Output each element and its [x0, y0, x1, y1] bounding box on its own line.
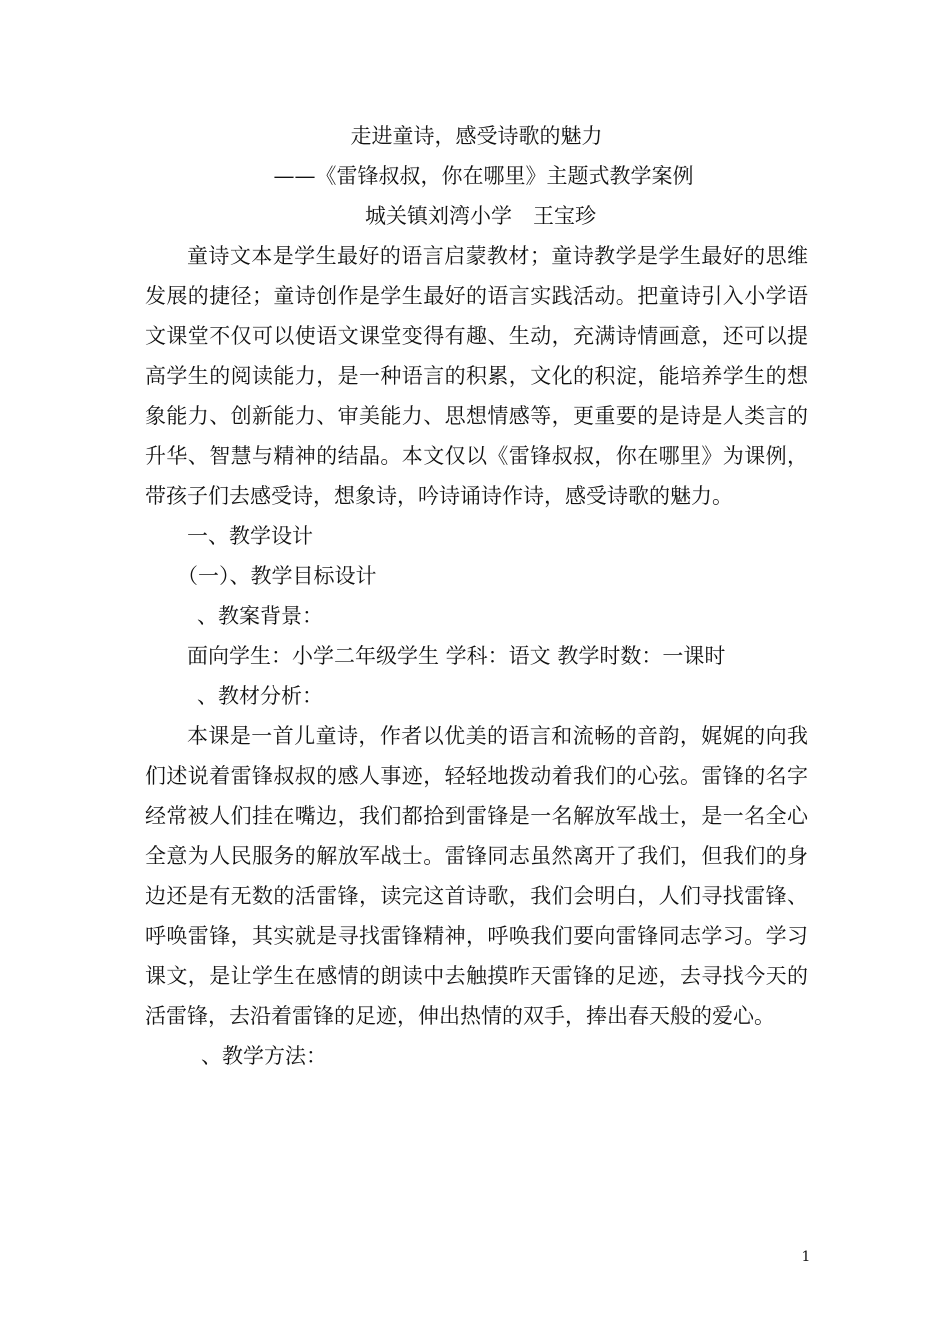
author-line: 城关镇刘湾小学 王宝珍 [365, 204, 596, 228]
background-text: 面向学生：小学二年级学生 学科：语文 教学时数：一课时 [187, 644, 726, 668]
section-heading-teaching-design: 一、教学设计 [187, 524, 313, 548]
page-number: 1 [801, 1249, 811, 1265]
analysis-heading: 、教材分析： [197, 684, 323, 708]
analysis-paragraph: 本课是一首儿童诗，作者以优美的语言和流畅的音韵，娓娓的向我们述说着雷锋叔叔的感人事迹，轻轻地拨动着我们的心弦。雷锋的名字经常被人们挂在嘴边，我们都拾到雷锋是一名解放军战士，是一名全心全意为人民服务的解放军战士。雷锋同志虽然离开了我们，但我们的身边还是有无数的活雷锋，读完这首诗歌，我们会明白，人们寻找雷锋、呼唤雷锋，其实就是寻找雷锋精神，呼唤我们要向雷锋同志学习。学习课文，是让学生在感情的朗读中去触摸昨天雷锋的足迹，去寻找今天的活雷锋，去沿着雷锋的足迹，伸出热情的双手，捧出春天般的爱心。 [145, 724, 808, 1028]
background-heading: 、教案背景： [197, 604, 323, 628]
title-block [145, 116, 808, 236]
intro-paragraph: 童诗文本是学生最好的语言启蒙教材；童诗教学是学生最好的思维发展的捷径；童诗创作是学生最好的语言实践活动。把童诗引入小学语文课堂不仅可以使语文课堂变得有趣、生动，充满诗情画意，还可以提高学生的阅读能力，是一种语言的积累，文化的积淀，能培养学生的想象能力、创新能力、审美能力、思想情感等，更重要的是诗是人类言的升华、智慧与精神的结晶。本文仅以《雷锋叔叔，你在哪里》为课例，带孩子们去感受诗，想象诗，吟诗诵诗作诗，感受诗歌的魅力。 [145, 244, 808, 508]
method-heading: 、教学方法： [201, 1044, 327, 1068]
document-title: 走进童诗，感受诗歌的魅力 [350, 124, 603, 148]
document-body [145, 236, 808, 1076]
document-subtitle: ——《雷锋叔叔，你在哪里》主题式教学案例 [273, 164, 694, 188]
subsection-heading-goal-design: （一）、教学目标设计 [177, 564, 377, 588]
